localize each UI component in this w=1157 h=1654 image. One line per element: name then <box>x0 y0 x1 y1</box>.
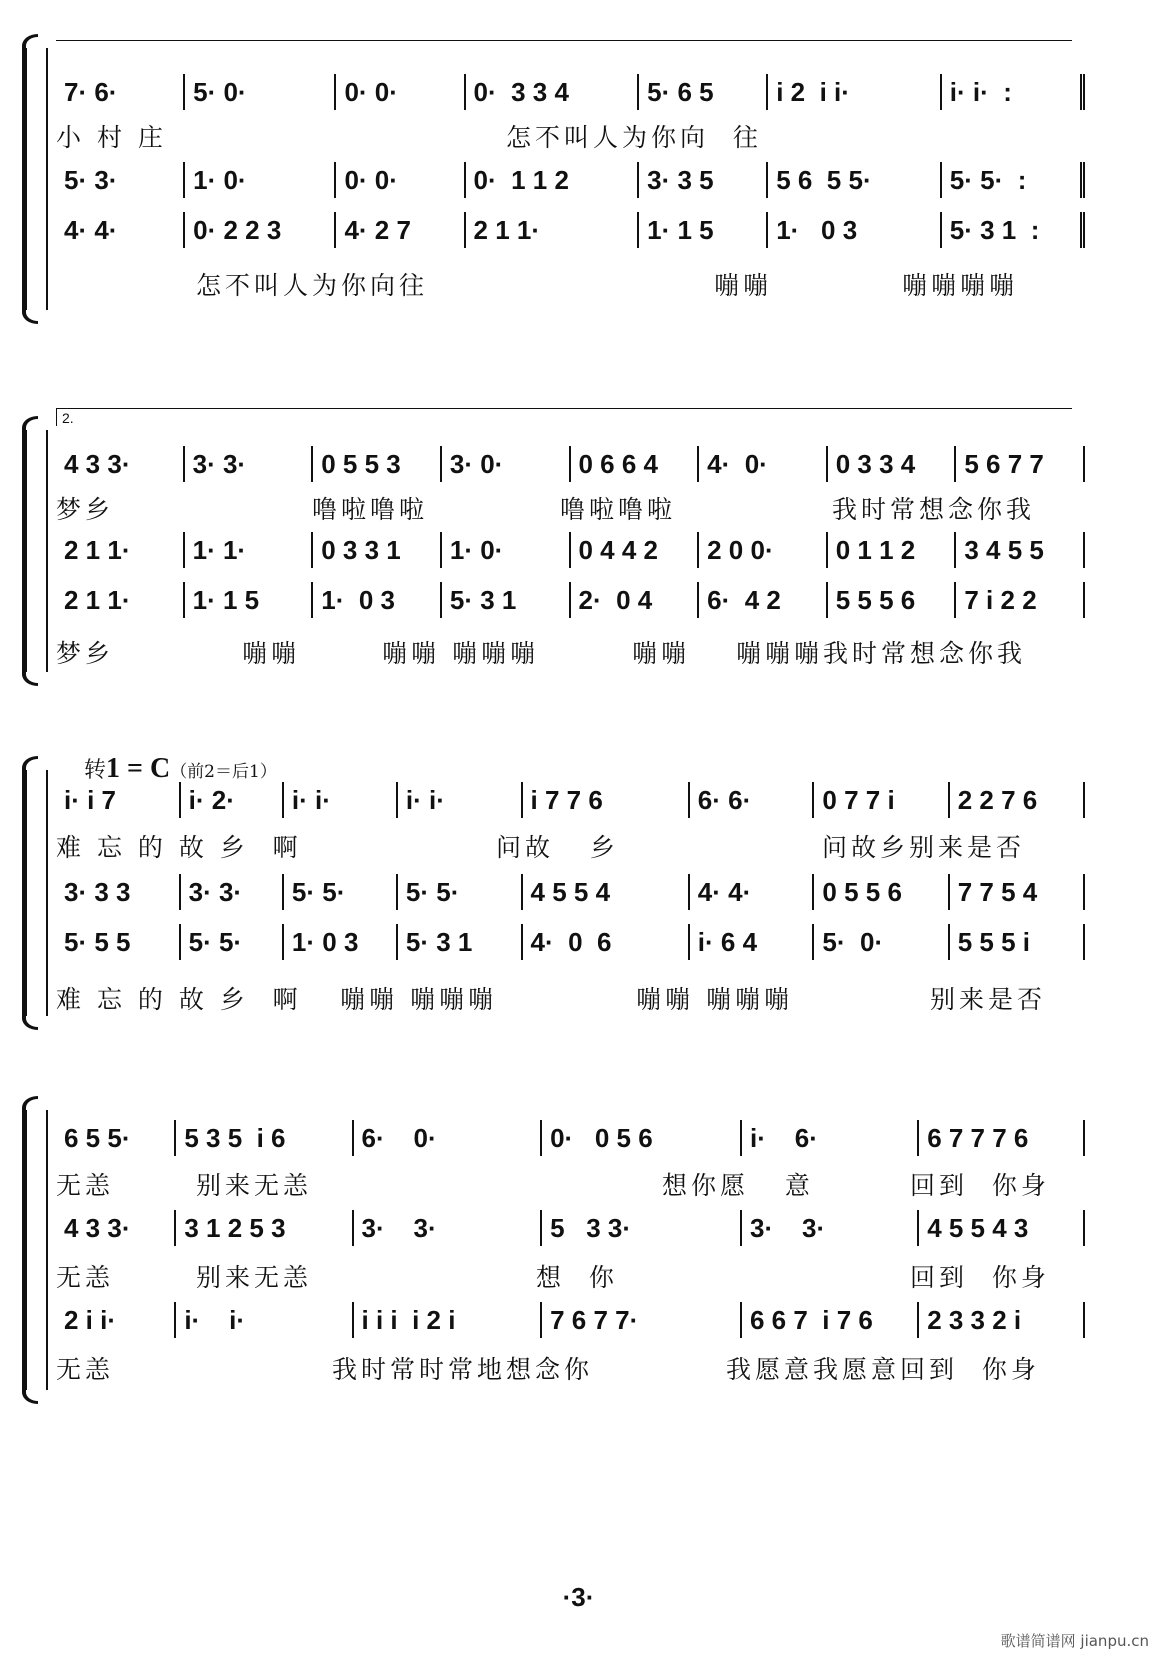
measure: i· 6· <box>742 1120 919 1156</box>
lyric: 难 忘 的 故 乡 啊 <box>56 833 302 862</box>
measure: 5· 3 1 <box>442 582 571 618</box>
lyric: 别来无恙 <box>196 1171 313 1200</box>
measure: 1· 1· <box>185 532 314 568</box>
measure: 6· 6· <box>690 782 815 818</box>
lyrics-line <box>56 1166 1085 1200</box>
measure: 3· 3· <box>181 874 284 910</box>
system-brace <box>22 48 41 310</box>
measure: 3 4 5 5 <box>956 532 1085 568</box>
measure: 4 3 3· <box>56 1210 176 1246</box>
measure: 4· 0· <box>699 446 828 482</box>
voice-alto <box>56 162 1085 198</box>
measure: 5· 3 1 : <box>942 212 1085 248</box>
measure: 2 1 1· <box>466 212 640 248</box>
measure: 4 5 5 4 <box>523 874 690 910</box>
measure: 5 5 5 6 <box>828 582 957 618</box>
key-change-note: （前2＝后1） <box>170 762 277 782</box>
voice-alto <box>56 532 1085 568</box>
lyric: 我愿意我愿意回到 你身 <box>726 1355 1040 1384</box>
measure: 5· 0· <box>814 924 949 960</box>
volta-number: 2. <box>62 410 74 426</box>
measure: 0 6 6 4 <box>571 446 700 482</box>
measure: 5· 5· : <box>942 162 1085 198</box>
measure: 2 3 3 2 i <box>919 1302 1085 1338</box>
measure: i 7 7 6 <box>523 782 690 818</box>
measure: 5· 6 5 <box>639 74 768 110</box>
measure: 1· 0 3 <box>284 924 398 960</box>
measure: 5 6 7 7 <box>956 446 1085 482</box>
lyric: 小 村 庄 <box>56 123 167 152</box>
measure: i· i· <box>176 1302 353 1338</box>
measure: i· 6 4 <box>690 924 815 960</box>
measure: 5 5 5 i <box>950 924 1085 960</box>
measure: 6· 4 2 <box>699 582 828 618</box>
measure: 0· 0· <box>336 162 465 198</box>
measure: 0· 0· <box>336 74 465 110</box>
lyrics-line <box>56 634 1085 668</box>
measure: 5 6 5 5· <box>768 162 942 198</box>
measure: 7 7 5 4 <box>950 874 1085 910</box>
measure: 4 5 5 4 3 <box>919 1210 1085 1246</box>
measure: 5 3 5 i 6 <box>176 1120 353 1156</box>
volta-bracket <box>56 408 57 426</box>
measure: 0 5 5 3 <box>313 446 442 482</box>
lyric: 梦乡 <box>56 639 115 668</box>
measure: 3· 3· <box>354 1210 543 1246</box>
system-brace <box>22 1110 41 1390</box>
lyrics-line <box>56 490 1085 524</box>
measure: 2 i i· <box>56 1302 176 1338</box>
lyric: 我时常时常地想念你 <box>332 1355 594 1384</box>
lyric: 问故乡别来是否 <box>822 833 1026 862</box>
lyrics-line <box>56 980 1085 1014</box>
measure: 6 6 7 i 7 6 <box>742 1302 919 1338</box>
measure: 6· 0· <box>354 1120 543 1156</box>
key-signature: 1 = C <box>106 753 171 784</box>
voice-soprano <box>56 446 1085 482</box>
lyric: 回到 你身 <box>910 1263 1050 1292</box>
system-barline <box>46 770 48 1016</box>
measure: 3· 3· <box>742 1210 919 1246</box>
measure: 2 0 0· <box>699 532 828 568</box>
lyric: 嘣嘣 嘣嘣嘣 <box>340 985 497 1014</box>
measure: 1· 0· <box>185 162 336 198</box>
measure: 4· 4· <box>690 874 815 910</box>
measure: 5· 5· <box>181 924 284 960</box>
measure: 6 5 5· <box>56 1120 176 1156</box>
measure: 3· 3· <box>185 446 314 482</box>
measure: 7 i 2 2 <box>956 582 1085 618</box>
lyric: 噜啦噜啦 <box>560 495 677 524</box>
lyrics-line <box>56 266 1085 300</box>
measure: 0 7 7 i <box>814 782 949 818</box>
top-rule <box>56 40 1072 41</box>
lyric: 嘣嘣 嘣嘣嘣 <box>382 639 539 668</box>
measure: 3 1 2 5 3 <box>176 1210 353 1246</box>
measure: 1· 1 5 <box>639 212 768 248</box>
lyric: 我时常想念你我 <box>832 495 1036 524</box>
lyrics-line <box>56 1350 1085 1384</box>
voice-soprano <box>56 74 1085 110</box>
lyric: 想 你 <box>536 1263 618 1292</box>
lyric: 问故 乡 <box>496 833 619 862</box>
lyric: 梦乡 <box>56 495 115 524</box>
measure: 2 1 1· <box>56 582 185 618</box>
watermark: 歌谱简谱网 jianpu.cn <box>1000 1632 1149 1650</box>
measure: 5· 5· <box>398 874 523 910</box>
lyric: 无恙 <box>56 1171 115 1200</box>
measure: 5· 5 5 <box>56 924 181 960</box>
measure: 1· 0 3 <box>768 212 942 248</box>
lyric: 难 忘 的 故 乡 啊 <box>56 985 302 1014</box>
measure: 1· 1 5 <box>185 582 314 618</box>
lyric: 嘣嘣嘣我时常想念你我 <box>736 639 1027 668</box>
lyric: 怎不叫人为你向 往 <box>506 123 762 152</box>
measure: 0· 2 2 3 <box>185 212 336 248</box>
measure: 5· 0· <box>185 74 336 110</box>
volta-rule <box>56 408 1072 409</box>
measure: 3· 3 3 <box>56 874 181 910</box>
measure: 4 3 3· <box>56 446 185 482</box>
lyric: 嘣嘣 嘣嘣嘣 <box>636 985 793 1014</box>
measure: 2 2 7 6 <box>950 782 1085 818</box>
measure: i· 2· <box>181 782 284 818</box>
measure: 0 1 1 2 <box>828 532 957 568</box>
voice-soprano <box>56 782 1085 818</box>
measure: i· i· : <box>942 74 1085 110</box>
measure: 0 3 3 4 <box>828 446 957 482</box>
lyric: 别来无恙 <box>196 1263 313 1292</box>
key-change-prefix: 转 <box>83 758 106 783</box>
measure: 3· 0· <box>442 446 571 482</box>
measure: 4· 2 7 <box>336 212 465 248</box>
measure: i· i· <box>398 782 523 818</box>
measure: 0· 0 5 6 <box>542 1120 742 1156</box>
lyric: 嘣嘣 <box>242 639 301 668</box>
lyric: 别来是否 <box>930 985 1047 1014</box>
measure: 2 1 1· <box>56 532 185 568</box>
measure: 7 6 7 7· <box>542 1302 742 1338</box>
lyric: 嘣嘣 <box>714 271 773 300</box>
measure: 5· 5· <box>284 874 398 910</box>
measure: i i i i 2 i <box>354 1302 543 1338</box>
voice-bass <box>56 212 1085 248</box>
measure: 0· 3 3 4 <box>466 74 640 110</box>
measure: 1· 0· <box>442 532 571 568</box>
measure: i· i· <box>284 782 398 818</box>
measure: 5· 3 1 <box>398 924 523 960</box>
voice-alto <box>56 874 1085 910</box>
lyric: 怎不叫人为你向往 <box>196 271 429 300</box>
lyric: 嘣嘣 <box>632 639 691 668</box>
system-brace <box>22 770 41 1016</box>
lyric: 回到 你身 <box>910 1171 1050 1200</box>
voice-alto <box>56 1210 1085 1246</box>
system-barline <box>46 1110 48 1390</box>
lyric: 噜啦噜啦 <box>312 495 429 524</box>
measure: 0 3 3 1 <box>313 532 442 568</box>
measure: 5 3 3· <box>542 1210 742 1246</box>
measure: 6 7 7 7 6 <box>919 1120 1085 1156</box>
lyric: 嘣嘣嘣嘣 <box>902 271 1019 300</box>
measure: 5· 3· <box>56 162 185 198</box>
lyric: 无恙 <box>56 1263 115 1292</box>
measure: i· i 7 <box>56 782 181 818</box>
measure: 7· 6· <box>56 74 185 110</box>
measure: 0 5 5 6 <box>814 874 949 910</box>
measure: 4· 4· <box>56 212 185 248</box>
voice-bass <box>56 924 1085 960</box>
lyrics-line <box>56 1258 1085 1292</box>
measure: i 2 i i· <box>768 74 942 110</box>
measure: 1· 0 3 <box>313 582 442 618</box>
system-barline <box>46 430 48 672</box>
lyrics-line <box>56 118 1085 152</box>
lyric: 想你愿 意 <box>662 1171 814 1200</box>
system-brace <box>22 430 41 672</box>
voice-bass <box>56 1302 1085 1338</box>
measure: 3· 3 5 <box>639 162 768 198</box>
measure: 2· 0 4 <box>571 582 700 618</box>
page-number: ·3· <box>562 1582 595 1612</box>
measure: 0· 1 1 2 <box>466 162 640 198</box>
lyrics-line <box>56 828 1085 862</box>
voice-bass <box>56 582 1085 618</box>
measure: 0 4 4 2 <box>571 532 700 568</box>
voice-soprano <box>56 1120 1085 1156</box>
measure: 4· 0 6 <box>523 924 690 960</box>
lyric: 无恙 <box>56 1355 115 1384</box>
system-barline <box>46 48 48 310</box>
